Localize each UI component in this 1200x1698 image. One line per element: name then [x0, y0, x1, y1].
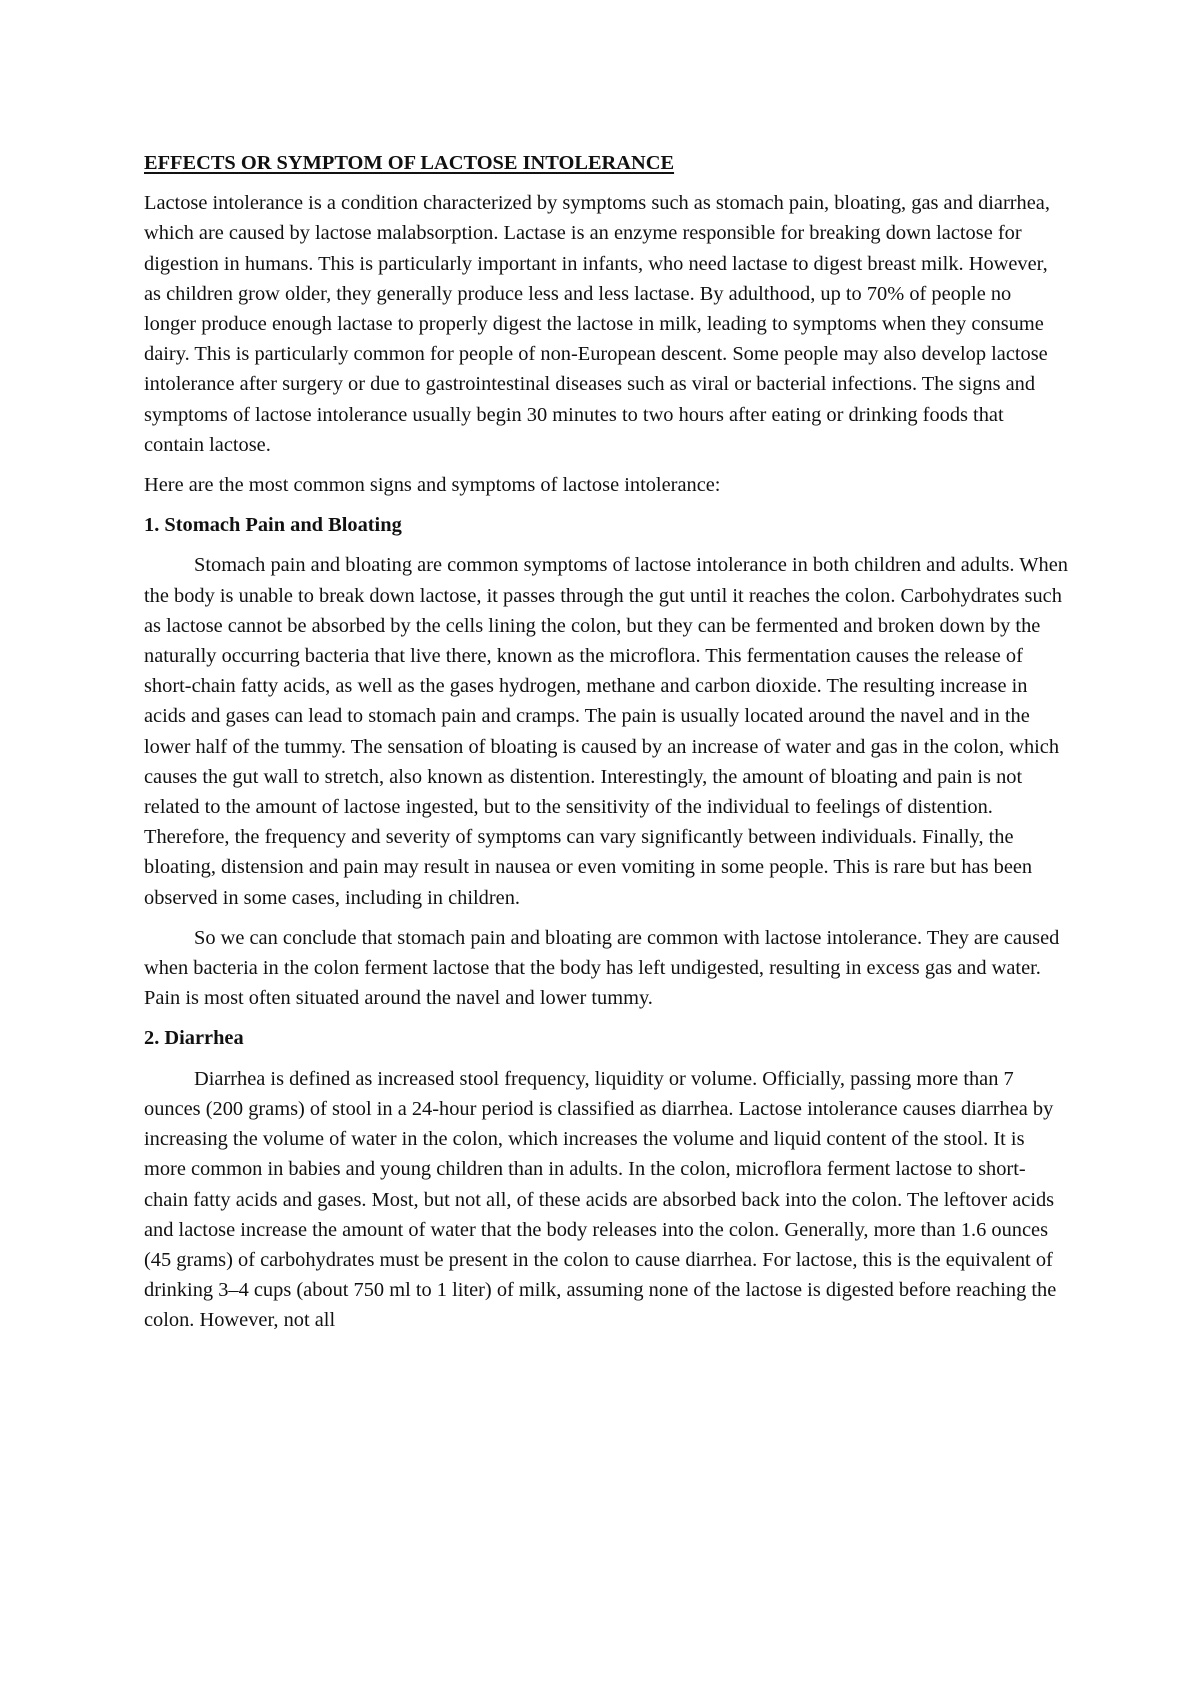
- section-paragraph: So we can conclude that stomach pain and bloating are common with lactose intolerance. They are caused when bacteria in the colon ferment lactose that the body has left undigested, resulting in excess gas and water. Pain is most often situated around the navel and lower tummy.: [144, 926, 1060, 1010]
- section-heading-diarrhea: 2. Diarrhea: [144, 1027, 244, 1050]
- list-intro-paragraph: Here are the most common signs and symptoms of lactose intolerance:: [144, 474, 721, 497]
- document-body: [144, 148, 1068, 1346]
- section-paragraph: Stomach pain and bloating are common symptoms of lactose intolerance in both children and adults. When the body is unable to break down lactose, it passes through the gut until it reaches the colon. Carbohydrates such as lactose cannot be absorbed by the cells lining the colon, but they can be fermented and broken down by the naturally occurring bacteria that live there, known as the microflora. This fermentation causes the release of short-chain fatty acids, as well as the gases hydrogen, methane and carbon dioxide. The resulting increase in acids and gases can lead to stomach pain and cramps. The pain is usually located around the navel and in the lower half of the tummy. The sensation of bloating is caused by an increase of water and gas in the colon, which causes the gut wall to stretch, also known as distention. Interestingly, the amount of bloating and pain is not related to the amount of lactose ingested, but to the sensitivity of the individual to feelings of distention. Therefore, the frequency and severity of symptoms can vary significantly between individuals. Finally, the bloating, distension and pain may result in nausea or even vomiting in some people. This is rare but has been observed in some cases, including in children.: [144, 554, 1068, 909]
- section-paragraph: Diarrhea is defined as increased stool frequency, liquidity or volume. Officially, passing more than 7 ounces (200 grams) of stool in a 24-hour period is classified as diarrhea. Lactose intolerance causes diarrhea by increasing the volume of water in the colon, which increases the volume and liquid content of the stool. It is more common in babies and young children than in adults. In the colon, microflora ferment lactose to short-chain fatty acids and gases. Most, but not all, of these acids are absorbed back into the colon. The leftover acids and lactose increase the amount of water that the body releases into the colon. Generally, more than 1.6 ounces (45 grams) of carbohydrates must be present in the colon to cause diarrhea. For lactose, this is the equivalent of drinking 3–4 cups (about 750 ml to 1 liter) of milk, assuming none of the lactose is digested before reaching the colon. However, not all: [144, 1067, 1057, 1332]
- intro-paragraph: Lactose intolerance is a condition characterized by symptoms such as stomach pain, bloating, gas and diarrhea, which are caused by lactose malabsorption. Lactase is an enzyme responsible for breaking down lactose for digestion in humans. This is particularly important in infants, who need lactase to digest breast milk. However, as children grow older, they generally produce less and less lactase. By adulthood, up to 70% of people no longer produce enough lactase to properly digest the lactose in milk, leading to symptoms when they consume dairy. This is particularly common for people of non-European descent. Some people may also develop lactose intolerance after surgery or due to gastrointestinal diseases such as viral or bacterial infections. The signs and symptoms of lactose intolerance usually begin 30 minutes to two hours after eating or drinking foods that contain lactose.: [144, 192, 1050, 456]
- section-heading-stomach-pain: 1. Stomach Pain and Bloating: [144, 514, 402, 537]
- document-title: EFFECTS OR SYMPTOM OF LACTOSE INTOLERANCE: [144, 152, 675, 174]
